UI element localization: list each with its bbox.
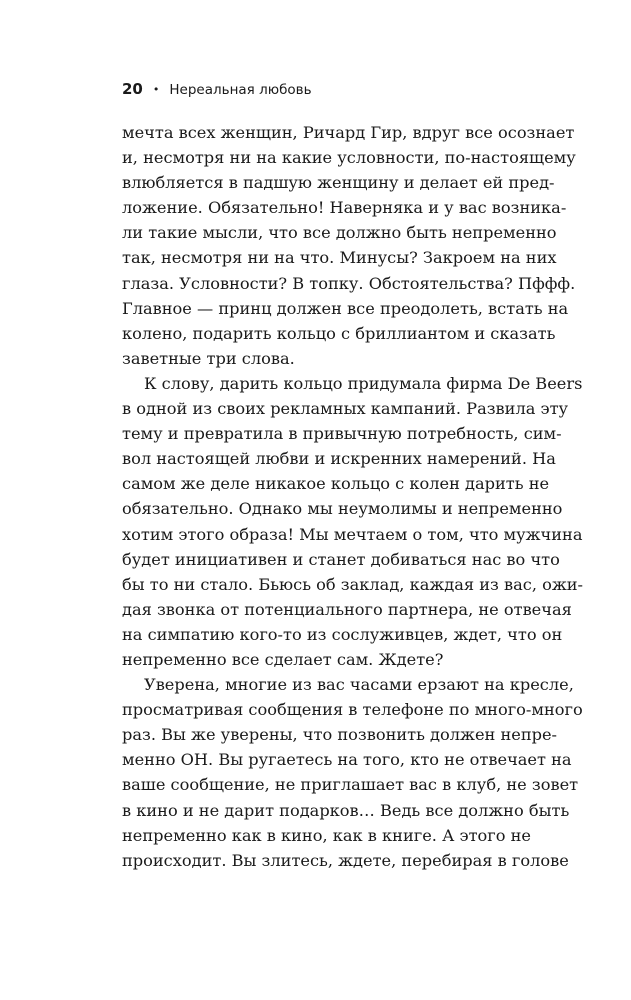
- text-line: мечта всех женщин, Ричард Гир, вдруг все осознает: [122, 123, 575, 142]
- text-line: раз. Вы же уверены, что позвонить должен непре-: [122, 725, 558, 745]
- text-line: происходит. Вы злитесь, ждете, перебирая в голове: [122, 850, 569, 870]
- paragraph: [122, 371, 584, 672]
- text-line: ли такие мысли, что все должно быть непременно: [122, 223, 557, 243]
- text-line: обязательно. Однако мы неумолимы и непременно: [122, 499, 563, 519]
- text-line: колено, подарить кольцо с бриллиантом и сказать: [122, 323, 556, 343]
- running-title: Нереальная любовь: [169, 82, 312, 98]
- text-line: будет инициативен и станет добиваться нас во что: [122, 549, 560, 569]
- text-line: бы то ни стало. Бьюсь об заклад, каждая из вас, ожи-: [122, 574, 584, 594]
- text-line: дая звонка от потенциального партнера, не отвечая: [122, 599, 572, 619]
- text-line: влюбляется в падшую женщину и делает ей пред-: [122, 173, 555, 193]
- text-line: заветные три слова.: [122, 348, 295, 368]
- text-line: хотим этого образа! Мы мечтаем о том, что мужчина: [122, 524, 583, 544]
- body-text: [122, 120, 584, 873]
- text-line: ложение. Обязательно! Наверняка и у вас возника-: [122, 198, 567, 218]
- text-line: вол настоящей любви и искренних намерений. На: [122, 449, 556, 469]
- text-line: так, несмотря ни на что. Минусы? Закроем на них: [122, 248, 557, 268]
- text-line: Главное — принц должен все преодолеть, встать на: [122, 298, 569, 318]
- page-header: [122, 79, 312, 101]
- text-line: самом же деле никакое кольцо с колен дарить не: [122, 474, 550, 494]
- text-line: тему и превратила в привычную потребность, сим-: [122, 424, 562, 444]
- text-line: глаза. Условности? В топку. Обстоятельства? Пффф.: [122, 273, 576, 293]
- header-separator: •: [152, 83, 160, 96]
- text-line: на симпатию кого-то из сослуживцев, ждет, что он: [122, 624, 563, 644]
- text-line: в кино и не дарит подарков… Ведь все должно быть: [122, 800, 570, 820]
- text-line: просматривая сообщения в телефоне по много-много: [122, 700, 583, 720]
- text-line: менно ОН. Вы ругаетесь на того, кто не отвечает на: [122, 750, 572, 770]
- page-number: 20: [122, 80, 143, 98]
- paragraph: [122, 672, 583, 873]
- text-line: ваше сообщение, не приглашает вас в клуб, не зовет: [122, 775, 579, 795]
- text-line: непременно как в кино, как в книге. А этого не: [122, 825, 532, 845]
- text-line: непременно все сделает сам. Ждете?: [122, 649, 444, 669]
- text-line: К слову, дарить кольцо придумала фирма De Beers: [144, 373, 583, 393]
- text-line: в одной из своих рекламных кампаний. Развила эту: [122, 399, 569, 419]
- paragraph: [122, 120, 576, 371]
- text-line: и, несмотря ни на какие условности, по-настоящему: [122, 148, 576, 168]
- text-line: Уверена, многие из вас часами ерзают на кресле,: [144, 675, 574, 695]
